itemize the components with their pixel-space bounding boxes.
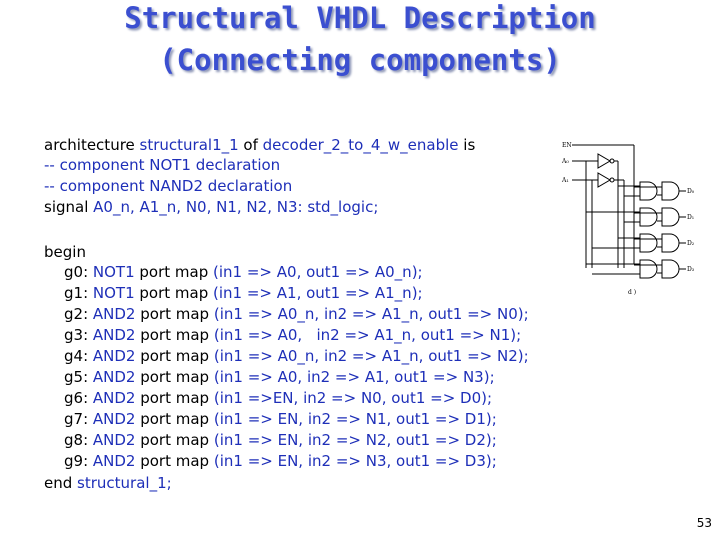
instance-label: g3: bbox=[64, 326, 93, 344]
slide-title-line2: (Connecting components) bbox=[159, 43, 561, 77]
component-name: AND2 bbox=[92, 326, 136, 344]
d0-label: D₀ bbox=[687, 188, 695, 195]
architecture-name: structural1_1 bbox=[139, 136, 239, 154]
entity-name: decoder_2_to_4_w_enable bbox=[262, 136, 459, 154]
port-map-args: (in1 => A0, in2 => A1, out1 => N3); bbox=[213, 368, 495, 386]
architecture-keyword: architecture bbox=[44, 136, 140, 154]
instance-label: g7: bbox=[64, 410, 93, 428]
instance-label: g9: bbox=[64, 452, 93, 470]
port-map-keyword: port map bbox=[135, 410, 214, 428]
port-map-keyword: port map bbox=[135, 347, 214, 365]
port-map-line bbox=[64, 388, 492, 408]
port-map-keyword: port map bbox=[134, 284, 214, 302]
port-map-args: (in1 => A0_n, in2 => A1_n, out1 => N0); bbox=[213, 305, 529, 323]
signal-line bbox=[44, 197, 378, 217]
a1-label: A₁ bbox=[562, 177, 569, 184]
component-name: NOT1 bbox=[92, 284, 135, 302]
end-name: structural_1; bbox=[77, 474, 172, 492]
port-map-args: (in1 => A0_n, in2 => A1_n, out1 => N2); bbox=[213, 347, 529, 365]
port-map-args: (in1 => EN, in2 => N3, out1 => D3); bbox=[213, 452, 497, 470]
diagram-caption: d ) bbox=[628, 289, 637, 296]
of-keyword: of bbox=[238, 136, 263, 154]
port-map-keyword: port map bbox=[135, 389, 214, 407]
architecture-line bbox=[44, 135, 475, 155]
component-name: AND2 bbox=[92, 368, 136, 386]
a0-label: A₀ bbox=[562, 158, 569, 165]
comment-not1: -- component NOT1 declaration bbox=[44, 156, 281, 174]
d2-label: D₂ bbox=[687, 240, 695, 247]
port-map-keyword: port map bbox=[134, 263, 214, 281]
page-number: 53 bbox=[696, 516, 712, 530]
port-map-args: (in1 => EN, in2 => N2, out1 => D2); bbox=[213, 431, 497, 449]
port-map-line bbox=[64, 409, 497, 429]
component-name: NOT1 bbox=[92, 263, 135, 281]
port-map-line bbox=[64, 367, 495, 387]
instance-label: g1: bbox=[64, 284, 93, 302]
port-map-keyword: port map bbox=[135, 452, 214, 470]
component-name: AND2 bbox=[92, 431, 136, 449]
port-map-keyword: port map bbox=[135, 326, 214, 344]
end-line bbox=[44, 473, 172, 493]
instance-label: g0: bbox=[64, 263, 93, 281]
signal-keyword: signal bbox=[44, 198, 94, 216]
component-name: AND2 bbox=[92, 410, 136, 428]
is-keyword: is bbox=[458, 136, 476, 154]
instance-label: g8: bbox=[64, 431, 93, 449]
port-map-args: (in1 => EN, in2 => N1, out1 => D1); bbox=[213, 410, 497, 428]
port-map-keyword: port map bbox=[135, 431, 214, 449]
port-map-args: (in1 => A1, out1 => A1_n); bbox=[213, 284, 423, 302]
component-name: AND2 bbox=[92, 305, 136, 323]
port-map-line bbox=[64, 304, 529, 324]
slide-title-line1: Structural VHDL Description bbox=[124, 1, 596, 35]
port-map-line bbox=[64, 346, 529, 366]
comment-nand2: -- component NAND2 declaration bbox=[44, 177, 293, 195]
component-name: AND2 bbox=[92, 347, 136, 365]
instance-label: g2: bbox=[64, 305, 93, 323]
en-label: EN bbox=[562, 142, 572, 149]
signal-list: A0_n, A1_n, N0, N1, N2, N3: std_logic; bbox=[93, 198, 379, 216]
instance-label: g4: bbox=[64, 347, 93, 365]
begin-keyword: begin bbox=[44, 243, 86, 261]
port-map-line bbox=[64, 451, 497, 471]
instance-label: g6: bbox=[64, 389, 93, 407]
d1-label: D₁ bbox=[687, 214, 695, 221]
end-keyword: end bbox=[44, 474, 78, 492]
port-map-line bbox=[64, 430, 497, 450]
decoder-circuit-diagram bbox=[558, 138, 698, 298]
port-map-args: (in1 => A0, in2 => A1_n, out1 => N1); bbox=[213, 326, 522, 344]
port-map-args: (in1 => A0, out1 => A0_n); bbox=[213, 263, 423, 281]
port-map-line bbox=[64, 325, 521, 345]
port-map-keyword: port map bbox=[135, 305, 214, 323]
instance-label: g5: bbox=[64, 368, 93, 386]
port-map-keyword: port map bbox=[135, 368, 214, 386]
port-map-line bbox=[64, 283, 423, 303]
component-name: AND2 bbox=[92, 389, 136, 407]
port-map-args: (in1 =>EN, in2 => N0, out1 => D0); bbox=[213, 389, 493, 407]
component-name: AND2 bbox=[92, 452, 136, 470]
port-map-line bbox=[64, 262, 423, 282]
d3-label: D₃ bbox=[687, 266, 695, 273]
